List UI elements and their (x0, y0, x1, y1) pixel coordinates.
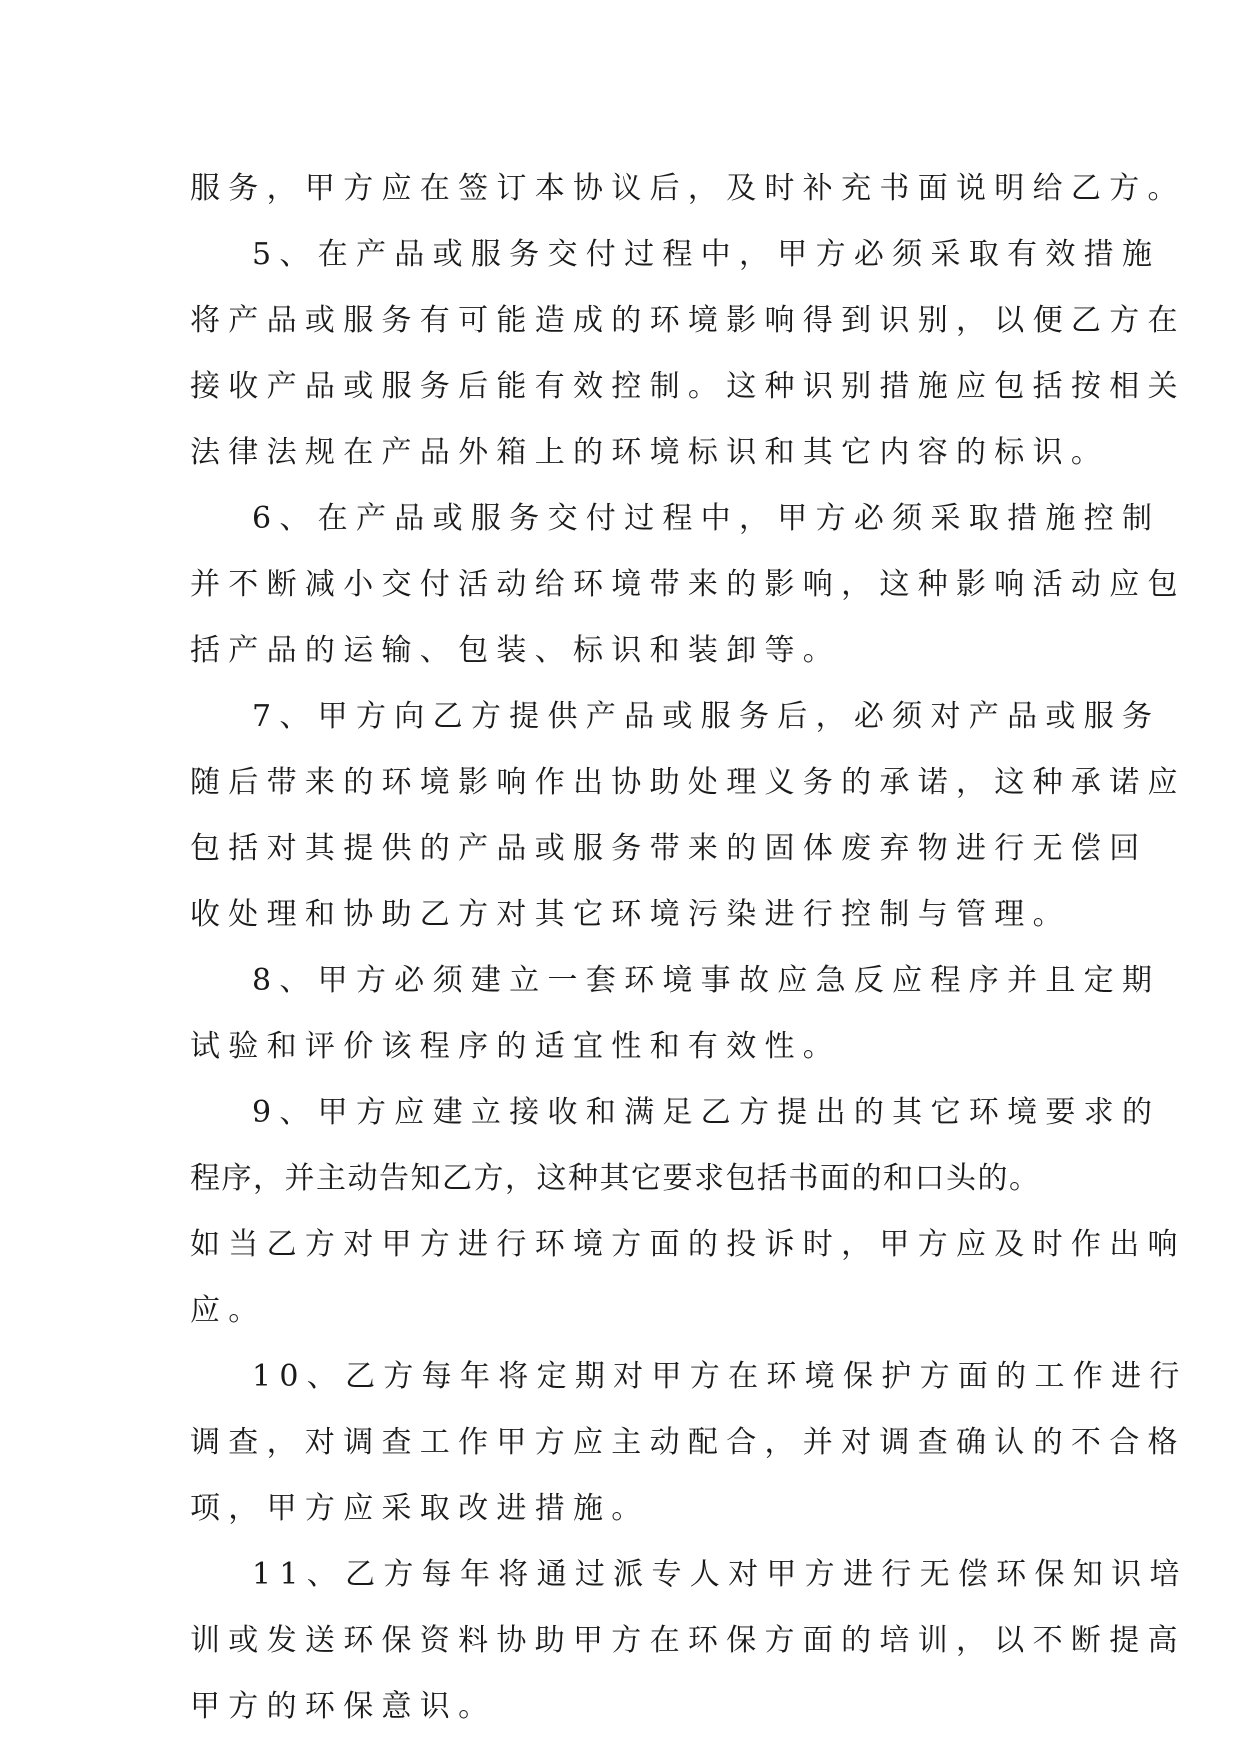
text-line: 训或发送环保资料协助甲方在环保方面的培训，以不断提高 (190, 1623, 1186, 1658)
clause-6-line: 6、在产品或服务交付过程中，甲方必须采取措施控制 (252, 501, 1161, 536)
text-line: 甲方的环保意识。 (190, 1689, 497, 1724)
text-line: 试验和评价该程序的适宜性和有效性。 (190, 1029, 842, 1064)
text-line: 调查，对调查工作甲方应主动配合，并对调查确认的不合格 (190, 1425, 1186, 1460)
clause-5-line: 5、在产品或服务交付过程中，甲方必须采取有效措施 (252, 237, 1161, 272)
text-line: 将产品或服务有可能造成的环境影响得到识别，以便乙方在 (190, 303, 1186, 338)
text-line: 项，甲方应采取改进措施。 (190, 1491, 650, 1526)
text-line: 如当乙方对甲方进行环境方面的投诉时，甲方应及时作出响 (190, 1227, 1186, 1262)
clause-8-line: 8、甲方必须建立一套环境事故应急反应程序并且定期 (252, 963, 1161, 998)
clause-11-line: 11、乙方每年将通过派专人对甲方进行无偿环保知识培 (252, 1557, 1188, 1592)
text-line: 括产品的运输、包装、标识和装卸等。 (190, 633, 842, 668)
clause-9-line: 9、甲方应建立接收和满足乙方提出的其它环境要求的 (252, 1095, 1161, 1130)
text-line: 包括对其提供的产品或服务带来的固体废弃物进行无偿回 (190, 831, 1148, 866)
clause-7-line: 7、甲方向乙方提供产品或服务后，必须对产品或服务 (252, 699, 1161, 734)
document-body (190, 156, 1188, 1740)
text-line: 法律法规在产品外箱上的环境标识和其它内容的标识。 (190, 435, 1110, 470)
text-line: 并不断减小交付活动给环境带来的影响，这种影响活动应包 (190, 567, 1186, 602)
clause-10-line: 10、乙方每年将定期对甲方在环境保护方面的工作进行 (252, 1359, 1188, 1394)
text-line: 随后带来的环境影响作出协助处理义务的承诺，这种承诺应 (190, 765, 1186, 800)
text-line: 程序，并主动告知乙方，这种其它要求包括书面的和口头的。 (190, 1161, 1041, 1196)
text-line: 收处理和协助乙方对其它环境污染进行控制与管理。 (190, 897, 1071, 932)
text-line: 接收产品或服务后能有效控制。这种识别措施应包括按相关 (190, 369, 1186, 404)
text-line: 应。 (190, 1293, 267, 1328)
text-line: 服务，甲方应在签订本协议后，及时补充书面说明给乙方。 (190, 171, 1186, 206)
